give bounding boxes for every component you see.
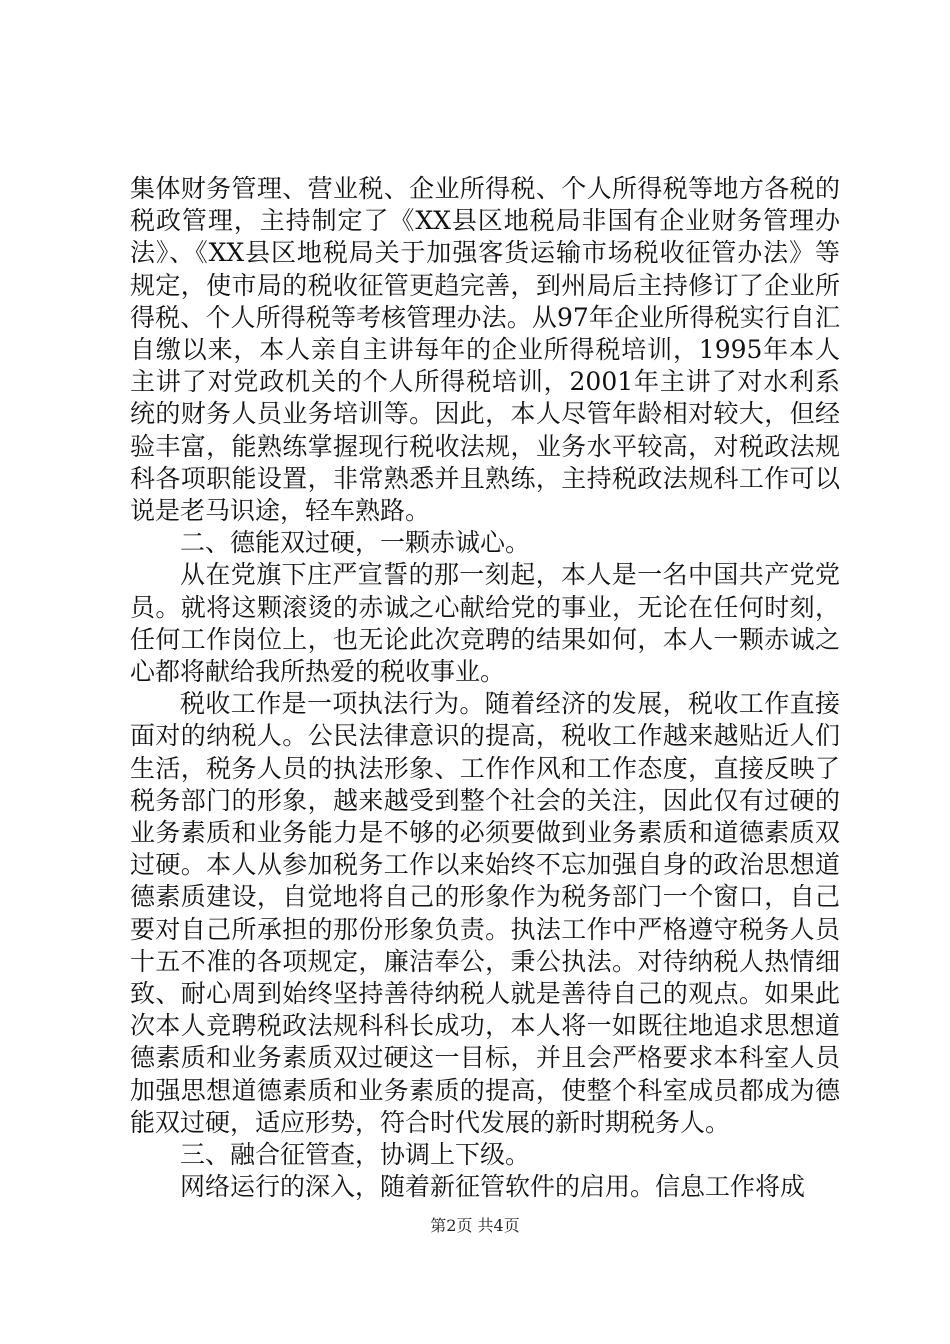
paragraph: 税收工作是一项执法行为。随着经济的发展，税收工作直接面对的纳税人。公民法律意识的提高，税收工作越来越贴近人们生活，税务人员的执法形象、工作作风和工作态度，直接反映了税务部门的形象，越来越受到整个社会的关注，因此仅有过硬的业务素质和业务能力是不够的必须要做到业务素质和道德素质双过硬。本人从参加税务工作以来始终不忘加强自身的政治思想道德素质建设，自觉地将自己的形象作为税务部门一个窗口，自己要对自己所承担的那份形象负责。执法工作中严格遵守税务人员十五不准的各项规定，廉洁奉公，秉公执法。对待纳税人热情细致、耐心周到始终坚持善待纳税人就是善待自己的观点。如果此次本人竞聘税政法规科科长成功，本人将一如既往地追求思想道德素质和业务素质双过硬这一目标，并且会严格要求本科室人员加强思想道德素质和业务素质的提高，使整个科室成员都成为德能双过硬，适应形势，符合时代发展的新时期税务人。	[130, 689, 840, 1137]
paragraph: 从在党旗下庄严宣誓的那一刻起，本人是一名中国共产党党员。就将这颗滚烫的赤诚之心献给党的事业，无论在任何时刻，任何工作岗位上，也无论此次竞聘的结果如何，本人一颗赤诚之心都将献给我所热爱的税收事业。	[130, 560, 840, 687]
section-heading-3: 三、融合征管查，协调上下级。	[180, 1140, 531, 1170]
page-footer: 第2页 共4页	[430, 1216, 520, 1235]
section-heading-2: 二、德能双过硬，一颗赤诚心。	[180, 528, 531, 558]
paragraph: 网络运行的深入，随着新征管软件的启用。信息工作将成	[180, 1172, 806, 1202]
document-body	[130, 173, 840, 1204]
paragraph-continuation: 集体财务管理、营业税、企业所得税、个人所得税等地方各税的税政管理，主持制定了《XX县区地税局非国有企业财务管理办法》、《XX县区地税局关于加强客货运输市场税收征管办法》等规定，使市局的税收征管更趋完善，到州局后主持修订了企业所得税、个人所得税等考核管理办法。从97年企业所得税实行自汇自缴以来，本人亲自主讲每年的企业所得税培训，1995年本人主讲了对党政机关的个人所得税培训，2001年主讲了对水利系统的财务人员业务培训等。因此，本人尽管年龄相对较大，但经验丰富，能熟练掌握现行税收法规，业务水平较高，对税政法规科各项职能设置，非常熟悉并且熟练，主持税政法规科工作可以说是老马识途，轻车熟路。	[130, 174, 840, 526]
